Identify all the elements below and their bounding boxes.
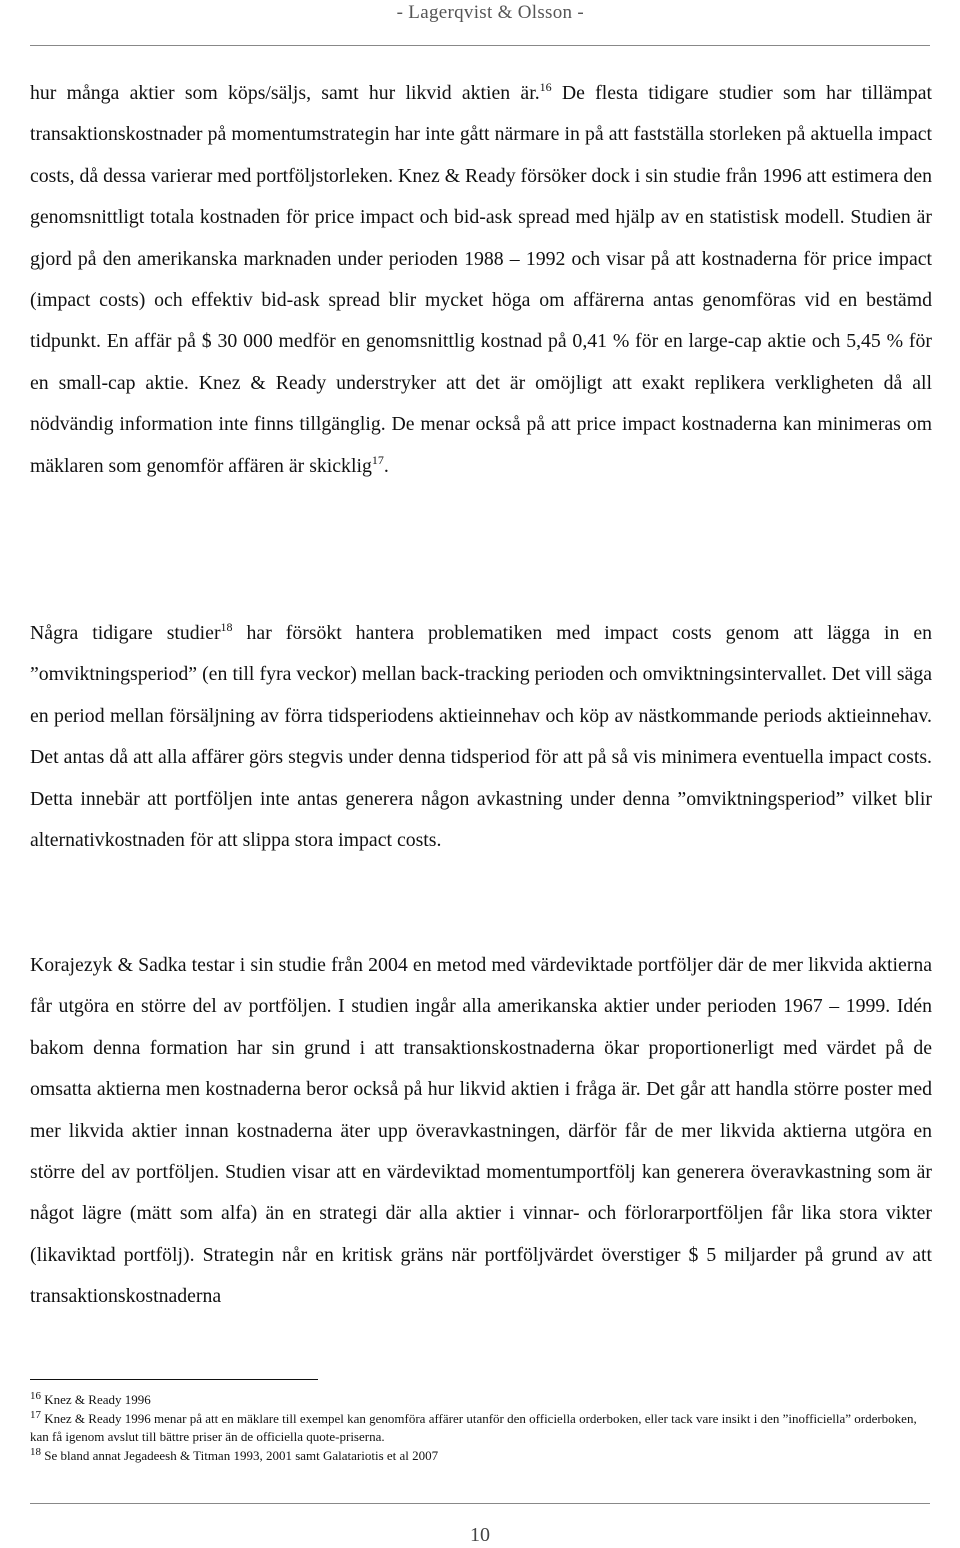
paragraph-1-text-c: . bbox=[383, 454, 389, 477]
paragraph-3-text: Korajezyk & Sadka testar i sin studie från 2004 en metod med värdeviktade portföljer där de mer likvida aktierna får utgöra en större del av portföljen. I studien ingår alla amerikanska aktier under perioden 1967 – 1999. Idén bakom denna formation har sin grund i att transaktionskostnaderna ökar proportionerligt med värdet på de omsatta aktierna men kostnaderna beror också på hur likvid aktien i fråga är. Det går att handla större poster med mer likvida aktier innan kostnaderna äter upp överavkastningen, därför får de mer likvida aktierna utgöra en större del av portföljen. Studien visar att en värdeviktad momentumportfölj kan generera överavkastning som är något lägre (mätt som alfa) än en strategi där alla aktier i vinnar- och förlorarportföljen får lika stora vikter (likaviktad portfölj). Strategin når en kritisk gräns när portföljvärdet överstiger $ 5 miljarder på grund av att transaktionskostnaderna bbox=[30, 954, 932, 1308]
running-header bbox=[0, 0, 960, 40]
page-number: 10 bbox=[470, 1524, 490, 1546]
paragraph-1-text-a: hur många aktier som köps/säljs, samt hur likvid aktien är. bbox=[30, 82, 540, 104]
footnote-16 bbox=[30, 1391, 932, 1409]
footnote-text: Knez & Ready 1996 bbox=[44, 1392, 151, 1407]
footnote-number: 16 bbox=[30, 1390, 41, 1402]
footer-rule bbox=[30, 1503, 930, 1504]
footnote-17 bbox=[30, 1410, 932, 1446]
footnote-number: 17 bbox=[30, 1409, 41, 1421]
paragraph-1-text-b: De flesta tidigare studier som har tillämpat transaktionskostnader på momentumstrategin har inte gått närmare in på att fastställa storleken på aktuella impact costs, då dessa varierar med portföljstorleken. Knez & Ready försöker dock i sin studie från 1996 att estimera den genomsnittligt totala kostnaden för price impact och bid-ask spread med hjälp av en statistisk modell. Studien är gjord på den amerikanska marknaden under perioden 1988 – 1992 och visar på att kostnaderna för price impact (impact costs) och effektiv bid-ask spread blir mycket höga om affärerna antas genomföras vid en bestämd tidpunkt. En affär på $ 30 000 medför en genomsnittlig kostnad på 0,41 % för en large-cap aktie och 5,45 % för en small-cap aktie. Knez & Ready understryker att det är omöjligt att exakt replikera verkligheten då all nödvändig information inte finns tillgänglig. De menar också på att price impact kostnaderna kan minimeras om mäklaren som genomför affären är skicklig bbox=[30, 82, 932, 477]
footnote-text: Knez & Ready 1996 menar på att en mäklare till exempel kan genomföra affärer utanför den officiella orderboken, eller tack vare insikt i den ”inofficiella” orderboken, kan få igenom avslut till bättre priser än de officiella quote-priserna. bbox=[30, 1411, 917, 1444]
header-rule bbox=[30, 45, 930, 46]
paragraph-2-text-b: har försökt hantera problematiken med impact costs genom att lägga in en ”omviktningsperiod” (en till fyra veckor) mellan back-tracking perioden och omviktningsintervallet. Det vill säga en period mellan försäljning av förra tidsperiodens aktieinnehav och köp av nästkommande periods aktieinnehav. Det antas då att alla affärer görs stegvis under denna tidsperiod för att på så vis minimera eventuella impact costs. Detta innebär att portföljen inte antas generera någon avkastning under denna ”omviktningsperiod” vilket blir alternativkostnaden för att slippa stora impact costs. bbox=[30, 622, 933, 852]
footnote-ref-16[interactable]: 16 bbox=[539, 80, 552, 94]
paragraph-2-text-a: Några tidigare studier bbox=[30, 622, 221, 644]
paragraph-1 bbox=[30, 73, 932, 487]
footnotes bbox=[30, 1391, 932, 1466]
footnote-number: 18 bbox=[30, 1446, 41, 1458]
paragraph-2 bbox=[30, 613, 932, 861]
footnote-18 bbox=[30, 1447, 932, 1465]
footnote-text: Se bland annat Jegadeesh & Titman 1993, 2001 samt Galatariotis et al 2007 bbox=[44, 1448, 439, 1463]
paragraph-3 bbox=[30, 945, 932, 1318]
footnote-ref-18[interactable]: 18 bbox=[220, 620, 233, 634]
footnote-ref-17[interactable]: 17 bbox=[371, 452, 384, 467]
header-authors: - Lagerqvist & Olsson - bbox=[396, 2, 584, 23]
footnote-separator bbox=[30, 1379, 318, 1380]
